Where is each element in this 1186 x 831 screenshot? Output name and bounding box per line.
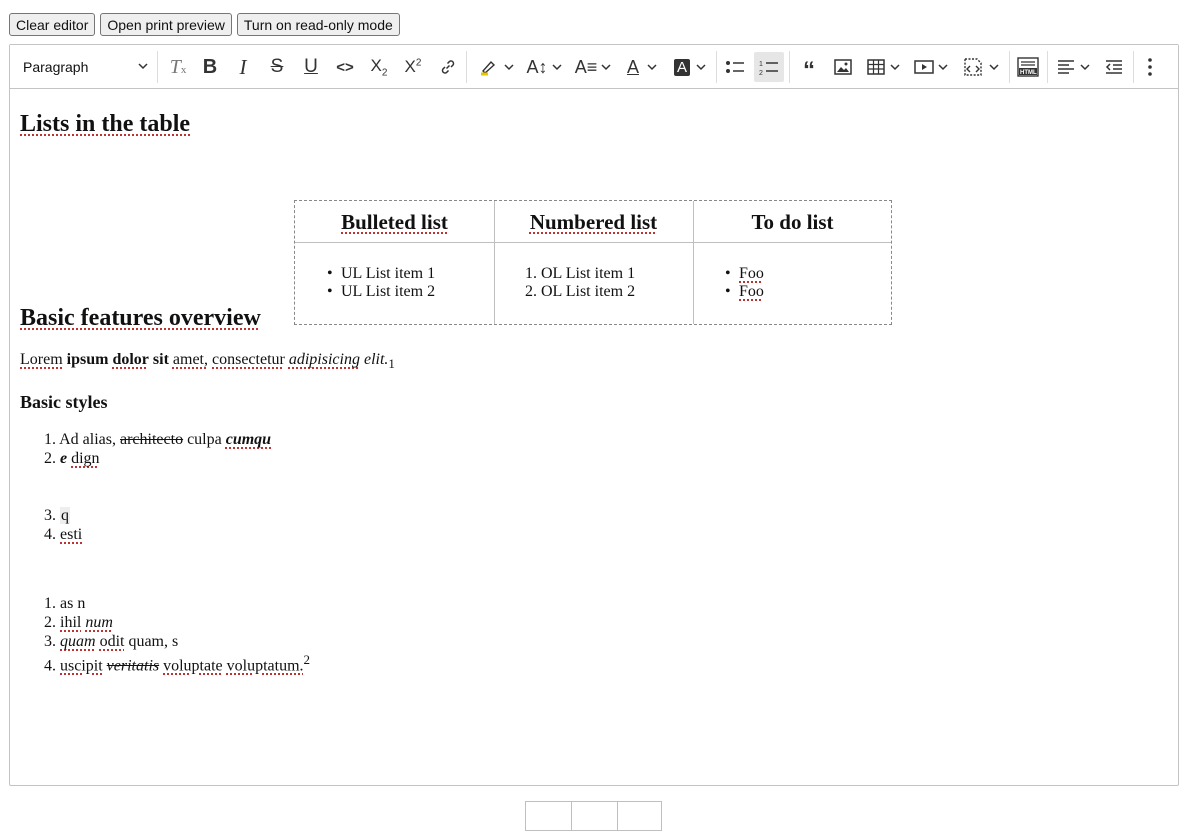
media-icon xyxy=(914,59,934,75)
svg-text:2: 2 xyxy=(759,70,763,76)
insert-image-button[interactable] xyxy=(830,52,856,82)
font-family-dropdown[interactable] xyxy=(573,52,613,82)
toolbar xyxy=(10,45,1178,89)
toolbar-separator xyxy=(1009,51,1010,83)
table-header-numbered: Numbered list xyxy=(529,210,658,234)
more-items-button[interactable] xyxy=(1139,52,1161,82)
numbered-list xyxy=(525,265,635,301)
underline-icon: U xyxy=(304,56,318,77)
remove-format-icon: Tx xyxy=(169,55,187,78)
numbered-list-button[interactable] xyxy=(754,52,784,82)
list-item: 2. e dign xyxy=(44,450,100,467)
chevron-down-icon xyxy=(601,62,611,72)
chevron-down-icon xyxy=(552,62,562,72)
italic-button[interactable] xyxy=(232,52,254,82)
code-block-icon xyxy=(963,57,985,77)
chevron-down-icon xyxy=(890,62,900,72)
toolbar-separator xyxy=(789,51,790,83)
quote-icon: “ xyxy=(803,57,815,84)
highlight-dropdown[interactable] xyxy=(476,52,516,82)
bold-button[interactable] xyxy=(199,52,221,82)
toolbar-separator xyxy=(157,51,158,83)
table-column xyxy=(571,802,618,830)
more-vertical-icon xyxy=(1147,57,1153,77)
insert-media-dropdown[interactable] xyxy=(910,52,952,82)
font-family-icon: A≡ xyxy=(574,56,598,77)
top-buttons xyxy=(9,13,400,36)
list-item: 4. uscipit veritatis voluptate voluptatum.$^2$ xyxy=(44,652,311,675)
list-item: • UL List item 1 xyxy=(327,265,435,283)
code-button[interactable] xyxy=(333,52,357,82)
toolbar-separator xyxy=(716,51,717,83)
table-column xyxy=(526,802,572,830)
alignment-dropdown[interactable] xyxy=(1053,52,1093,82)
list-item: 1. as n xyxy=(44,595,86,612)
code-icon: <> xyxy=(336,58,354,76)
bulleted-list-button[interactable] xyxy=(722,52,748,82)
superscript-icon: $X^2$ xyxy=(404,57,422,76)
read-only-mode-button[interactable]: Turn on read-only mode xyxy=(237,13,400,36)
bulleted-list-icon xyxy=(725,58,745,76)
list-item: • UL List item 2 xyxy=(327,283,435,301)
list-item: 2. ihil num xyxy=(44,614,113,631)
table-icon xyxy=(867,59,885,75)
list-item[interactable]: • Foo xyxy=(725,283,764,301)
chevron-down-icon xyxy=(696,62,706,72)
strikethrough-button[interactable] xyxy=(266,52,288,82)
chevron-down-icon xyxy=(138,61,148,71)
list-item: 3. quam odit quam, s xyxy=(44,633,179,650)
svg-text:1: 1 xyxy=(759,61,763,68)
bulleted-list xyxy=(327,265,435,301)
open-print-preview-button[interactable]: Open print preview xyxy=(100,13,232,36)
font-size-dropdown[interactable] xyxy=(524,52,564,82)
outdent-button[interactable] xyxy=(1101,52,1127,82)
numbered-list-icon xyxy=(759,58,779,76)
code-block-dropdown[interactable] xyxy=(960,52,1002,82)
list-item: 4. esti xyxy=(44,526,83,543)
footnote-marker[interactable]: 2 xyxy=(303,652,311,667)
outdent-icon xyxy=(1105,59,1123,75)
editor xyxy=(9,44,1179,786)
chevron-down-icon xyxy=(647,62,657,72)
list-item: 2. OL List item 2 xyxy=(525,283,636,300)
list-item: 1. OL List item 1 xyxy=(525,265,636,282)
editable-content[interactable] xyxy=(10,89,1178,785)
list-item: 3. q xyxy=(44,507,69,524)
lorem-paragraph: Lorem ipsum dolor sit amet, consectetur adipisicing $elit._1$ xyxy=(20,351,395,372)
insert-table-dropdown[interactable] xyxy=(863,52,903,82)
superscript-button[interactable] xyxy=(401,52,425,82)
font-color-icon: A xyxy=(626,56,639,77)
toolbar-separator xyxy=(1133,51,1134,83)
remove-format-button[interactable] xyxy=(166,52,190,82)
link-button[interactable] xyxy=(436,52,460,82)
toolbar-separator xyxy=(1047,51,1048,83)
heading-dropdown-label: Paragraph xyxy=(23,59,89,75)
html-embed-icon xyxy=(1017,57,1039,77)
lists-table[interactable] xyxy=(294,200,892,325)
chevron-down-icon xyxy=(1080,62,1090,72)
chevron-down-icon xyxy=(989,62,999,72)
list-item[interactable]: • Foo xyxy=(725,265,764,283)
link-icon xyxy=(439,58,457,76)
subscript-button[interactable] xyxy=(367,52,391,82)
table-header-divider xyxy=(295,242,891,243)
table-header-bulleted: Bulleted list xyxy=(341,210,448,234)
heading-basic-features: Basic features overview xyxy=(20,305,261,331)
toolbar-separator xyxy=(466,51,467,83)
highlight-marker-icon xyxy=(478,57,498,77)
footnote-marker[interactable]: 1 xyxy=(388,356,395,372)
underline-button[interactable] xyxy=(300,52,322,82)
heading-dropdown[interactable] xyxy=(16,52,148,82)
svg-text:HTML: HTML xyxy=(1020,70,1037,76)
list-item: 1. Ad alias, architecto culpa cumqu xyxy=(44,431,272,448)
block-quote-button[interactable] xyxy=(796,52,822,82)
chevron-down-icon xyxy=(504,62,514,72)
heading-lists-in-table: Lists in the table xyxy=(20,111,191,137)
font-size-icon: A↕ xyxy=(526,56,548,77)
bold-icon: B xyxy=(202,55,218,78)
align-left-icon xyxy=(1057,59,1075,75)
clear-editor-button[interactable]: Clear editor xyxy=(9,13,95,36)
font-color-dropdown[interactable] xyxy=(622,52,662,82)
heading-basic-styles: Basic styles xyxy=(20,392,108,412)
subscript-icon: $X_2$ xyxy=(370,55,388,79)
chevron-down-icon xyxy=(938,62,948,72)
font-background-color-icon: A xyxy=(674,59,690,76)
partial-table[interactable] xyxy=(525,801,662,831)
html-embed-button[interactable] xyxy=(1015,52,1041,82)
todo-list xyxy=(725,265,764,301)
image-icon xyxy=(834,59,852,75)
italic-icon: I xyxy=(239,54,247,79)
strikethrough-icon: S xyxy=(270,56,284,77)
table-header-todo: To do list xyxy=(751,210,834,234)
font-background-color-dropdown[interactable] xyxy=(670,52,710,82)
